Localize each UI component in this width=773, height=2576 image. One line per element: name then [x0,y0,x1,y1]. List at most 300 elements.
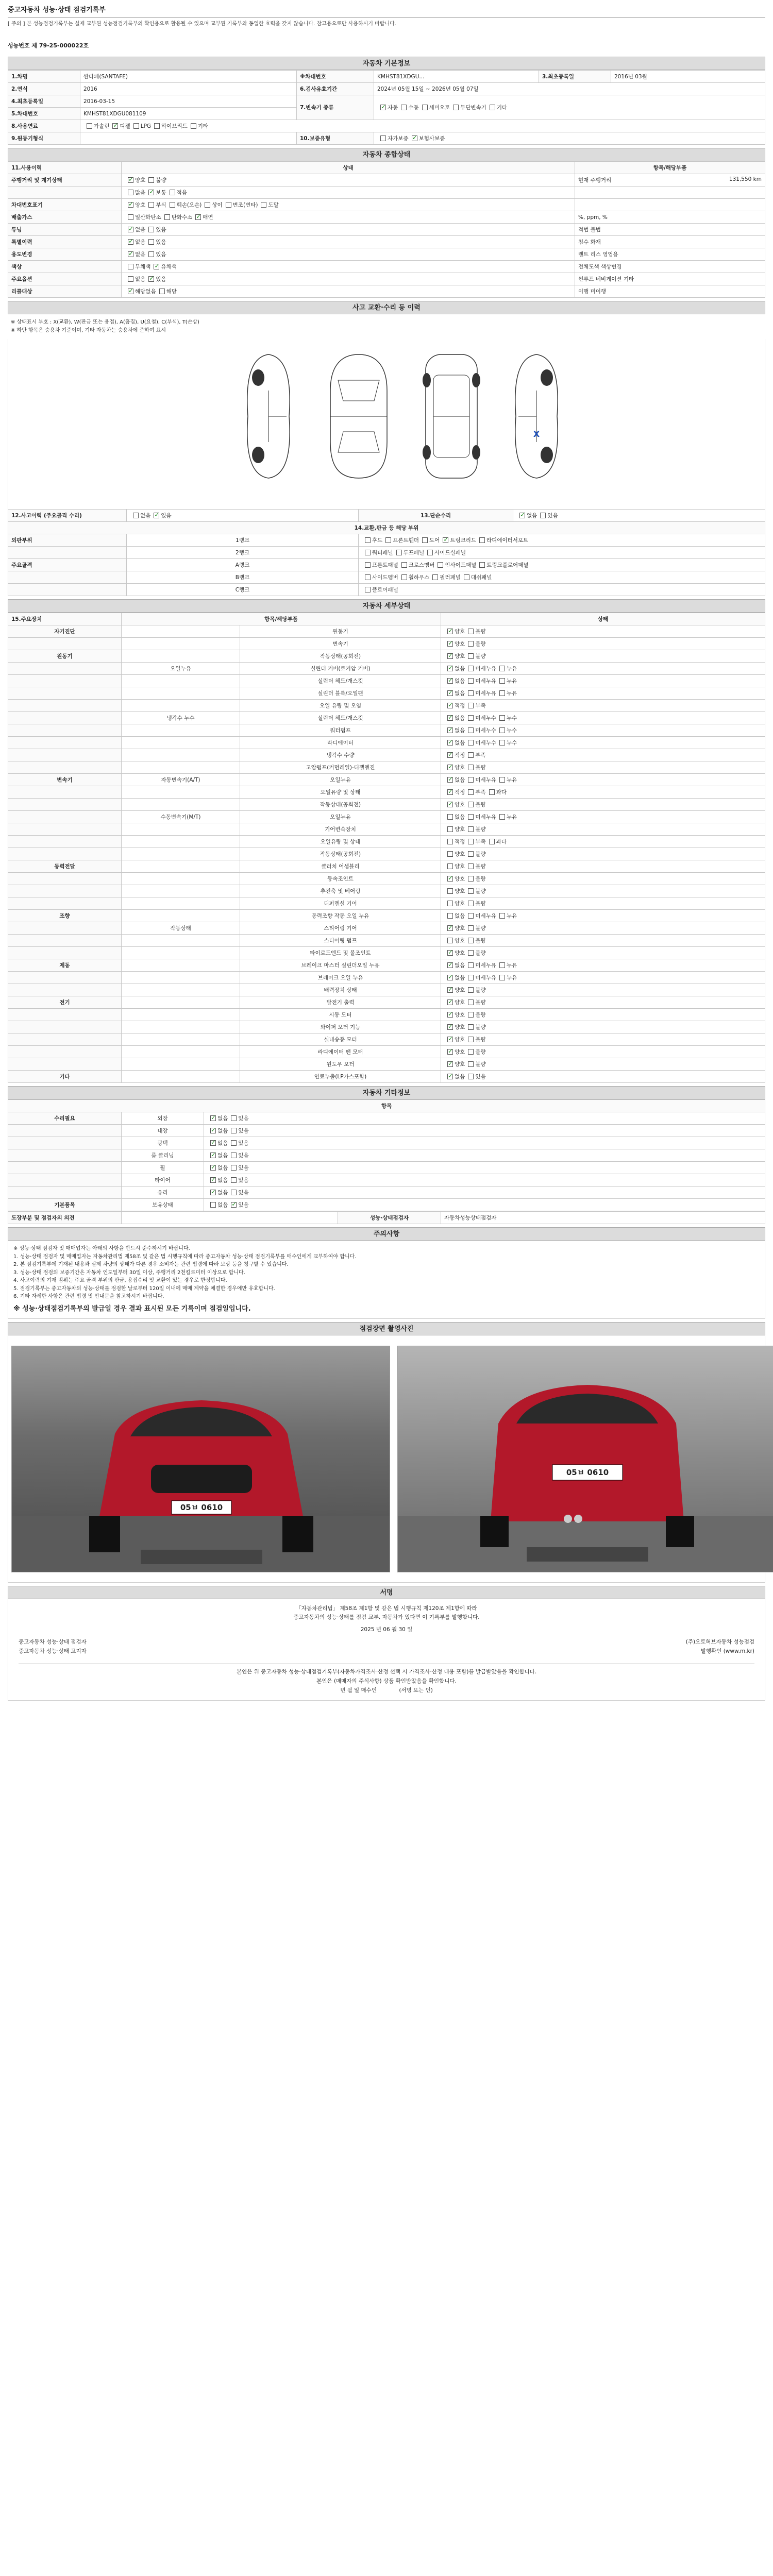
checkbox-option[interactable] [362,562,398,568]
checkbox-option[interactable] [228,1128,248,1134]
checkbox[interactable] [479,537,485,543]
checkbox-option[interactable] [393,550,425,556]
checkbox[interactable] [447,876,453,882]
checkbox[interactable] [447,826,453,832]
checkbox-option[interactable] [145,251,166,258]
checkbox-option[interactable] [258,202,278,208]
checkbox[interactable] [468,1037,474,1042]
checkbox-option[interactable] [228,1165,248,1171]
checkbox[interactable] [128,177,133,183]
checkbox[interactable] [154,264,159,269]
checkbox-option[interactable] [362,550,393,556]
checkbox-option[interactable] [465,1049,485,1055]
checkbox-option[interactable] [228,1190,248,1196]
checkbox-option[interactable] [150,513,171,519]
checkbox[interactable] [447,1074,453,1079]
checkbox-option[interactable] [228,1140,248,1146]
checkbox[interactable] [365,574,371,580]
checkbox-option[interactable] [444,740,465,746]
checkbox[interactable] [468,876,474,882]
checkbox-option[interactable] [465,901,485,907]
checkbox[interactable] [499,962,505,968]
checkbox-option[interactable] [444,765,465,771]
checkbox-option[interactable] [444,629,465,635]
checkbox-option[interactable] [476,537,528,544]
checkbox-option[interactable] [192,214,213,221]
checkbox-option[interactable] [362,574,398,581]
checkbox[interactable] [468,740,474,745]
checkbox[interactable] [128,289,133,294]
checkbox-option[interactable] [496,777,517,783]
checkbox[interactable] [148,190,154,195]
checkbox-option[interactable] [444,641,465,647]
checkbox[interactable] [447,975,453,980]
checkbox[interactable] [128,276,133,282]
checkbox[interactable] [447,1061,453,1067]
checkbox-option[interactable] [125,227,145,233]
checkbox[interactable] [468,826,474,832]
checkbox-option[interactable] [377,105,398,111]
checkbox[interactable] [427,550,433,555]
checkbox[interactable] [499,777,505,783]
checkbox-option[interactable] [434,562,476,568]
checkbox[interactable] [164,214,170,220]
checkbox[interactable] [489,839,495,844]
checkbox-option[interactable] [444,1012,465,1018]
checkbox-option[interactable] [409,135,445,142]
checkbox[interactable] [210,1140,216,1146]
checkbox[interactable] [447,1049,453,1055]
checkbox[interactable] [412,135,417,141]
checkbox[interactable] [226,202,231,208]
checkbox-option[interactable] [465,962,496,969]
checkbox[interactable] [231,1190,237,1195]
checkbox-option[interactable] [424,550,466,556]
checkbox[interactable] [468,1049,474,1055]
checkbox-option[interactable] [151,123,188,129]
checkbox-option[interactable] [188,123,208,129]
checkbox-option[interactable] [429,574,461,581]
checkbox-option[interactable] [166,190,187,196]
checkbox-option[interactable] [156,289,177,295]
checkbox[interactable] [447,740,453,745]
checkbox[interactable] [468,888,474,894]
checkbox-option[interactable] [486,839,507,845]
checkbox-option[interactable] [444,666,465,672]
checkbox-option[interactable] [465,1061,485,1067]
checkbox-option[interactable] [465,950,485,956]
checkbox[interactable] [468,839,474,844]
checkbox-option[interactable] [228,1177,248,1183]
checkbox-option[interactable] [444,1024,465,1030]
checkbox-option[interactable] [130,513,150,519]
checkbox-option[interactable] [465,666,496,672]
checkbox-option[interactable] [145,202,166,208]
checkbox[interactable] [231,1165,237,1171]
checkbox-option[interactable] [223,202,258,208]
checkbox-option[interactable] [444,876,465,882]
checkbox[interactable] [447,678,453,684]
checkbox-option[interactable] [465,851,485,857]
checkbox[interactable] [128,264,133,269]
checkbox-option[interactable] [465,1037,485,1043]
checkbox[interactable] [447,925,453,931]
checkbox[interactable] [148,239,154,245]
checkbox-option[interactable] [125,264,150,270]
checkbox[interactable] [443,537,448,543]
checkbox-option[interactable] [461,574,492,581]
checkbox[interactable] [468,678,474,684]
checkbox-option[interactable] [465,839,485,845]
checkbox-option[interactable] [465,975,496,981]
checkbox[interactable] [468,666,474,671]
checkbox[interactable] [499,913,505,919]
checkbox[interactable] [438,562,443,568]
checkbox[interactable] [468,1061,474,1067]
checkbox-option[interactable] [398,105,418,111]
checkbox[interactable] [128,251,133,257]
checkbox[interactable] [468,901,474,906]
checkbox[interactable] [468,629,474,634]
checkbox[interactable] [468,913,474,919]
checkbox-option[interactable] [419,105,450,111]
checkbox[interactable] [148,276,154,282]
checkbox[interactable] [447,703,453,708]
checkbox[interactable] [210,1190,216,1195]
checkbox-option[interactable] [207,1115,228,1122]
checkbox-option[interactable] [496,913,517,919]
checkbox-option[interactable] [207,1202,228,1208]
checkbox[interactable] [210,1128,216,1133]
checkbox[interactable] [499,678,505,684]
checkbox[interactable] [261,202,266,208]
checkbox[interactable] [447,752,453,758]
checkbox-option[interactable] [145,190,166,196]
checkbox-option[interactable] [444,851,465,857]
checkbox[interactable] [499,740,505,745]
checkbox[interactable] [210,1165,216,1171]
checkbox-option[interactable] [465,653,485,659]
checkbox[interactable] [447,653,453,659]
checkbox-option[interactable] [444,1061,465,1067]
checkbox-option[interactable] [465,987,485,993]
checkbox-option[interactable] [145,276,166,282]
checkbox[interactable] [447,777,453,783]
checkbox-option[interactable] [444,1049,465,1055]
checkbox[interactable] [468,703,474,708]
checkbox-option[interactable] [465,690,496,697]
checkbox[interactable] [205,202,210,208]
checkbox-option[interactable] [465,802,485,808]
checkbox[interactable] [447,913,453,919]
checkbox-option[interactable] [496,666,517,672]
checkbox-option[interactable] [496,678,517,684]
checkbox[interactable] [447,629,453,634]
checkbox-option[interactable] [465,913,496,919]
checkbox-option[interactable] [398,562,435,568]
checkbox[interactable] [468,765,474,770]
checkbox[interactable] [231,1202,237,1208]
checkbox-option[interactable] [362,537,382,544]
checkbox-option[interactable] [444,1037,465,1043]
checkbox-option[interactable] [444,888,465,894]
checkbox[interactable] [128,214,133,220]
checkbox[interactable] [447,888,453,894]
checkbox[interactable] [464,574,469,580]
checkbox-option[interactable] [444,1074,465,1080]
checkbox[interactable] [499,975,505,980]
checkbox[interactable] [479,562,485,568]
checkbox[interactable] [447,962,453,968]
checkbox-option[interactable] [207,1128,228,1134]
checkbox-option[interactable] [444,938,465,944]
checkbox[interactable] [468,999,474,1005]
checkbox[interactable] [468,962,474,968]
checkbox-option[interactable] [207,1140,228,1146]
checkbox-option[interactable] [516,513,537,519]
checkbox[interactable] [148,227,154,232]
checkbox[interactable] [447,987,453,993]
checkbox-option[interactable] [465,789,485,795]
checkbox[interactable] [447,1024,453,1030]
checkbox[interactable] [401,562,407,568]
checkbox[interactable] [499,715,505,721]
checkbox[interactable] [365,587,371,592]
checkbox[interactable] [468,1074,474,1079]
checkbox-option[interactable] [444,802,465,808]
checkbox[interactable] [468,690,474,696]
checkbox[interactable] [468,851,474,857]
checkbox-option[interactable] [83,123,109,129]
checkbox[interactable] [195,214,201,220]
checkbox[interactable] [468,925,474,931]
checkbox[interactable] [468,641,474,647]
checkbox[interactable] [468,1024,474,1030]
checkbox-option[interactable] [465,826,485,833]
checkbox-option[interactable] [444,653,465,659]
checkbox-option[interactable] [444,690,465,697]
checkbox[interactable] [540,513,546,518]
checkbox-option[interactable] [444,789,465,795]
checkbox-option[interactable] [465,740,496,746]
checkbox-option[interactable] [125,214,161,221]
checkbox[interactable] [447,789,453,795]
checkbox[interactable] [210,1202,216,1208]
checkbox[interactable] [401,105,407,110]
checkbox-option[interactable] [444,777,465,783]
checkbox-option[interactable] [125,202,145,208]
checkbox[interactable] [401,574,407,580]
checkbox-option[interactable] [207,1190,228,1196]
checkbox-option[interactable] [444,814,465,820]
checkbox-option[interactable] [465,1012,485,1018]
checkbox-option[interactable] [444,999,465,1006]
checkbox-option[interactable] [465,1074,485,1080]
checkbox-option[interactable] [496,715,517,721]
checkbox[interactable] [468,777,474,783]
checkbox[interactable] [447,802,453,807]
checkbox-option[interactable] [496,740,517,746]
checkbox[interactable] [396,550,402,555]
checkbox-option[interactable] [125,239,145,245]
checkbox-option[interactable] [166,202,202,208]
checkbox[interactable] [453,105,459,110]
checkbox-option[interactable] [496,975,517,981]
checkbox[interactable] [468,987,474,993]
checkbox-option[interactable] [440,537,476,544]
checkbox[interactable] [447,641,453,647]
checkbox[interactable] [231,1140,237,1146]
checkbox[interactable] [128,190,133,195]
checkbox-option[interactable] [444,752,465,758]
checkbox-option[interactable] [161,214,193,221]
checkbox-option[interactable] [476,562,528,568]
checkbox[interactable] [490,105,495,110]
checkbox[interactable] [422,537,428,543]
checkbox[interactable] [468,863,474,869]
checkbox[interactable] [468,752,474,758]
checkbox-option[interactable] [444,950,465,956]
checkbox[interactable] [210,1177,216,1183]
checkbox-option[interactable] [444,962,465,969]
checkbox-option[interactable] [145,239,166,245]
checkbox[interactable] [519,513,525,518]
checkbox[interactable] [365,562,371,568]
checkbox[interactable] [447,666,453,671]
checkbox-option[interactable] [444,826,465,833]
checkbox-option[interactable] [465,999,485,1006]
checkbox[interactable] [432,574,438,580]
checkbox[interactable] [468,802,474,807]
checkbox[interactable] [447,938,453,943]
checkbox-option[interactable] [496,727,517,734]
checkbox[interactable] [468,727,474,733]
checkbox[interactable] [468,814,474,820]
checkbox-option[interactable] [145,227,166,233]
checkbox-option[interactable] [125,177,145,183]
checkbox[interactable] [447,814,453,820]
checkbox[interactable] [447,901,453,906]
checkbox-option[interactable] [496,814,517,820]
checkbox-option[interactable] [207,1153,228,1159]
checkbox[interactable] [447,851,453,857]
checkbox[interactable] [468,975,474,980]
checkbox-option[interactable] [465,888,485,894]
checkbox-option[interactable] [228,1115,248,1122]
checkbox[interactable] [499,727,505,733]
checkbox-option[interactable] [465,727,496,734]
checkbox[interactable] [447,863,453,869]
checkbox[interactable] [128,227,133,232]
checkbox[interactable] [468,715,474,721]
checkbox-option[interactable] [109,123,130,129]
checkbox-option[interactable] [537,513,558,519]
checkbox-option[interactable] [444,901,465,907]
checkbox-option[interactable] [465,925,485,931]
checkbox-option[interactable] [444,925,465,931]
checkbox-option[interactable] [130,123,151,129]
checkbox[interactable] [447,765,453,770]
checkbox-option[interactable] [444,987,465,993]
checkbox-option[interactable] [496,690,517,697]
checkbox-option[interactable] [465,1024,485,1030]
checkbox[interactable] [170,190,175,195]
checkbox-option[interactable] [201,202,222,208]
checkbox-option[interactable] [228,1202,248,1208]
checkbox[interactable] [447,1037,453,1042]
checkbox[interactable] [231,1115,237,1121]
checkbox[interactable] [159,289,165,294]
checkbox[interactable] [231,1153,237,1158]
checkbox[interactable] [133,123,139,129]
checkbox[interactable] [447,1012,453,1018]
checkbox-option[interactable] [444,715,465,721]
checkbox-option[interactable] [228,1153,248,1159]
checkbox[interactable] [468,789,474,795]
checkbox[interactable] [489,789,495,795]
checkbox[interactable] [128,239,133,245]
checkbox[interactable] [128,202,133,208]
checkbox[interactable] [447,950,453,956]
checkbox-option[interactable] [125,190,145,196]
checkbox-option[interactable] [465,641,485,647]
checkbox[interactable] [447,715,453,721]
checkbox[interactable] [365,550,371,555]
checkbox[interactable] [447,999,453,1005]
checkbox[interactable] [365,537,371,543]
checkbox-option[interactable] [465,715,496,721]
checkbox-option[interactable] [444,727,465,734]
checkbox[interactable] [447,690,453,696]
checkbox[interactable] [468,938,474,943]
checkbox-option[interactable] [465,752,485,758]
checkbox-option[interactable] [125,251,145,258]
checkbox-option[interactable] [398,574,430,581]
checkbox[interactable] [499,666,505,671]
checkbox[interactable] [468,1012,474,1018]
checkbox[interactable] [210,1153,216,1158]
checkbox[interactable] [422,105,428,110]
checkbox-option[interactable] [382,537,419,544]
checkbox-option[interactable] [444,863,465,870]
checkbox[interactable] [148,251,154,257]
checkbox[interactable] [499,690,505,696]
checkbox-option[interactable] [465,777,496,783]
checkbox[interactable] [447,839,453,844]
checkbox-option[interactable] [465,876,485,882]
checkbox-option[interactable] [465,765,485,771]
checkbox-option[interactable] [465,703,485,709]
checkbox[interactable] [385,537,391,543]
checkbox-option[interactable] [465,678,496,684]
checkbox-option[interactable] [377,135,409,142]
checkbox[interactable] [499,814,505,820]
checkbox[interactable] [380,135,386,141]
checkbox[interactable] [231,1128,237,1133]
checkbox-option[interactable] [465,814,496,820]
checkbox[interactable] [380,105,386,110]
checkbox-option[interactable] [362,587,398,593]
checkbox[interactable] [191,123,196,129]
checkbox-option[interactable] [207,1177,228,1183]
checkbox[interactable] [231,1177,237,1183]
checkbox[interactable] [170,202,175,208]
checkbox[interactable] [210,1115,216,1121]
checkbox[interactable] [112,123,118,129]
checkbox-option[interactable] [419,537,440,544]
checkbox-option[interactable] [444,913,465,919]
checkbox-option[interactable] [444,839,465,845]
